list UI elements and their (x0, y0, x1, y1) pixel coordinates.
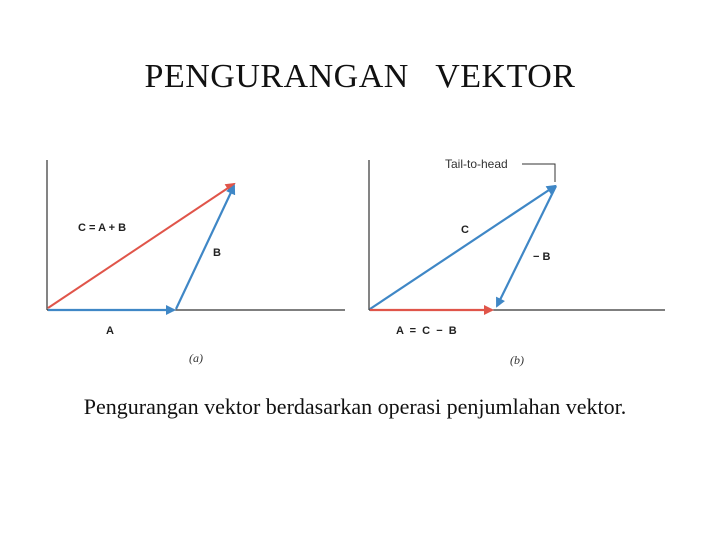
label-c-equals-a-plus-b: C = A + B (78, 222, 127, 234)
label-b: B (213, 247, 221, 259)
panel-b (369, 157, 665, 367)
label-a: A (106, 325, 114, 337)
vector-c-arrow (370, 186, 555, 309)
vector-subtraction-diagram (0, 140, 720, 372)
label-a-equals-c-minus-b: A = C − B (396, 325, 457, 337)
panel-a (47, 160, 345, 365)
figure-caption: Pengurangan vektor berdasarkan operasi penjumlahan vektor. (83, 394, 627, 419)
tail-to-head-leader (522, 164, 555, 182)
sublabel-a: (a) (189, 351, 203, 365)
label-tail-to-head: Tail-to-head (445, 157, 508, 171)
label-c: C (461, 224, 469, 236)
slide-title: PENGURANGAN VEKTOR (144, 58, 576, 95)
label-neg-b: − B (533, 251, 551, 263)
sublabel-b: (b) (510, 353, 524, 367)
